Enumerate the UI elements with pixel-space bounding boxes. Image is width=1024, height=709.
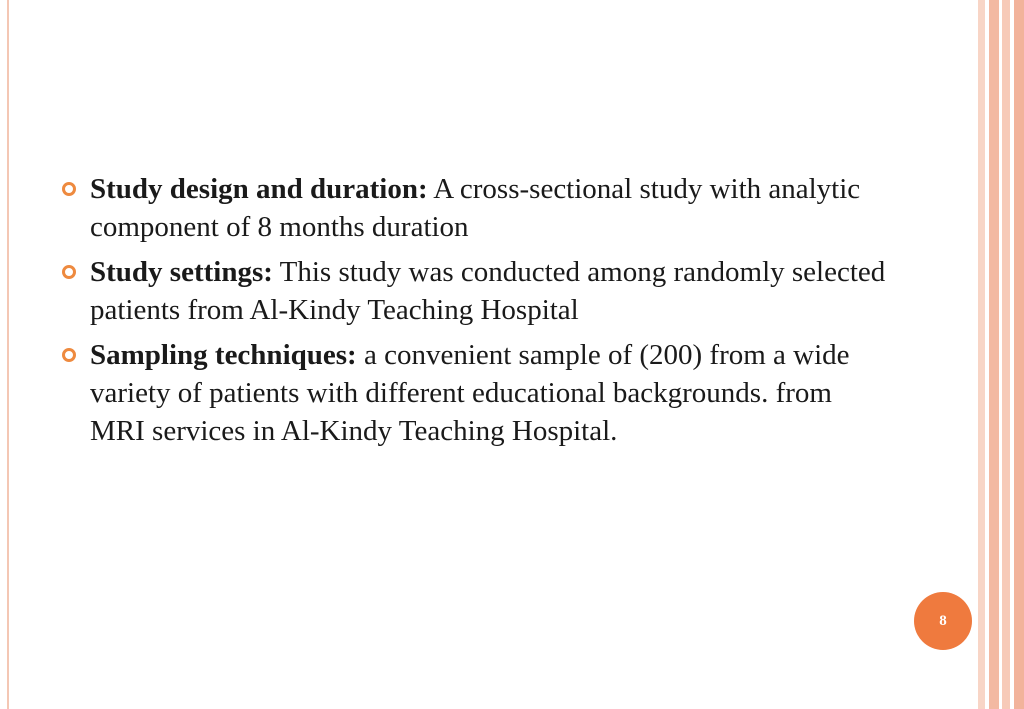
right-decor-stripe — [1002, 0, 1010, 709]
bullet-ring-icon — [62, 265, 76, 279]
bullet-text: a convenient sample of (200) from a wide variety of patients with different educational backgrounds. from MRI services in Al-Kindy Teaching Hospital. — [90, 339, 850, 447]
bullet-text: This study was conducted among randomly selected patients from Al-Kindy Teaching Hospital — [90, 256, 886, 326]
right-decor-stripe — [978, 0, 985, 709]
bullet-study-design — [60, 170, 890, 246]
bullet-ring-icon — [62, 182, 76, 196]
bullet-ring-icon — [62, 348, 76, 362]
page-number-badge — [914, 592, 972, 650]
bullet-study-settings — [60, 253, 890, 329]
page-number: 8 — [939, 612, 947, 629]
right-decor-stripe — [989, 0, 999, 709]
bullet-list — [60, 170, 890, 457]
bullet-term: Study settings: — [90, 256, 273, 288]
bullet-sampling-techniques — [60, 336, 890, 450]
right-decor-stripe — [1014, 0, 1024, 709]
bullet-term: Study design and duration: — [90, 173, 428, 205]
bullet-term: Sampling techniques: — [90, 339, 357, 371]
bullet-text: A cross-sectional study with analytic component of 8 months duration — [90, 173, 861, 243]
left-border-line — [7, 0, 9, 709]
